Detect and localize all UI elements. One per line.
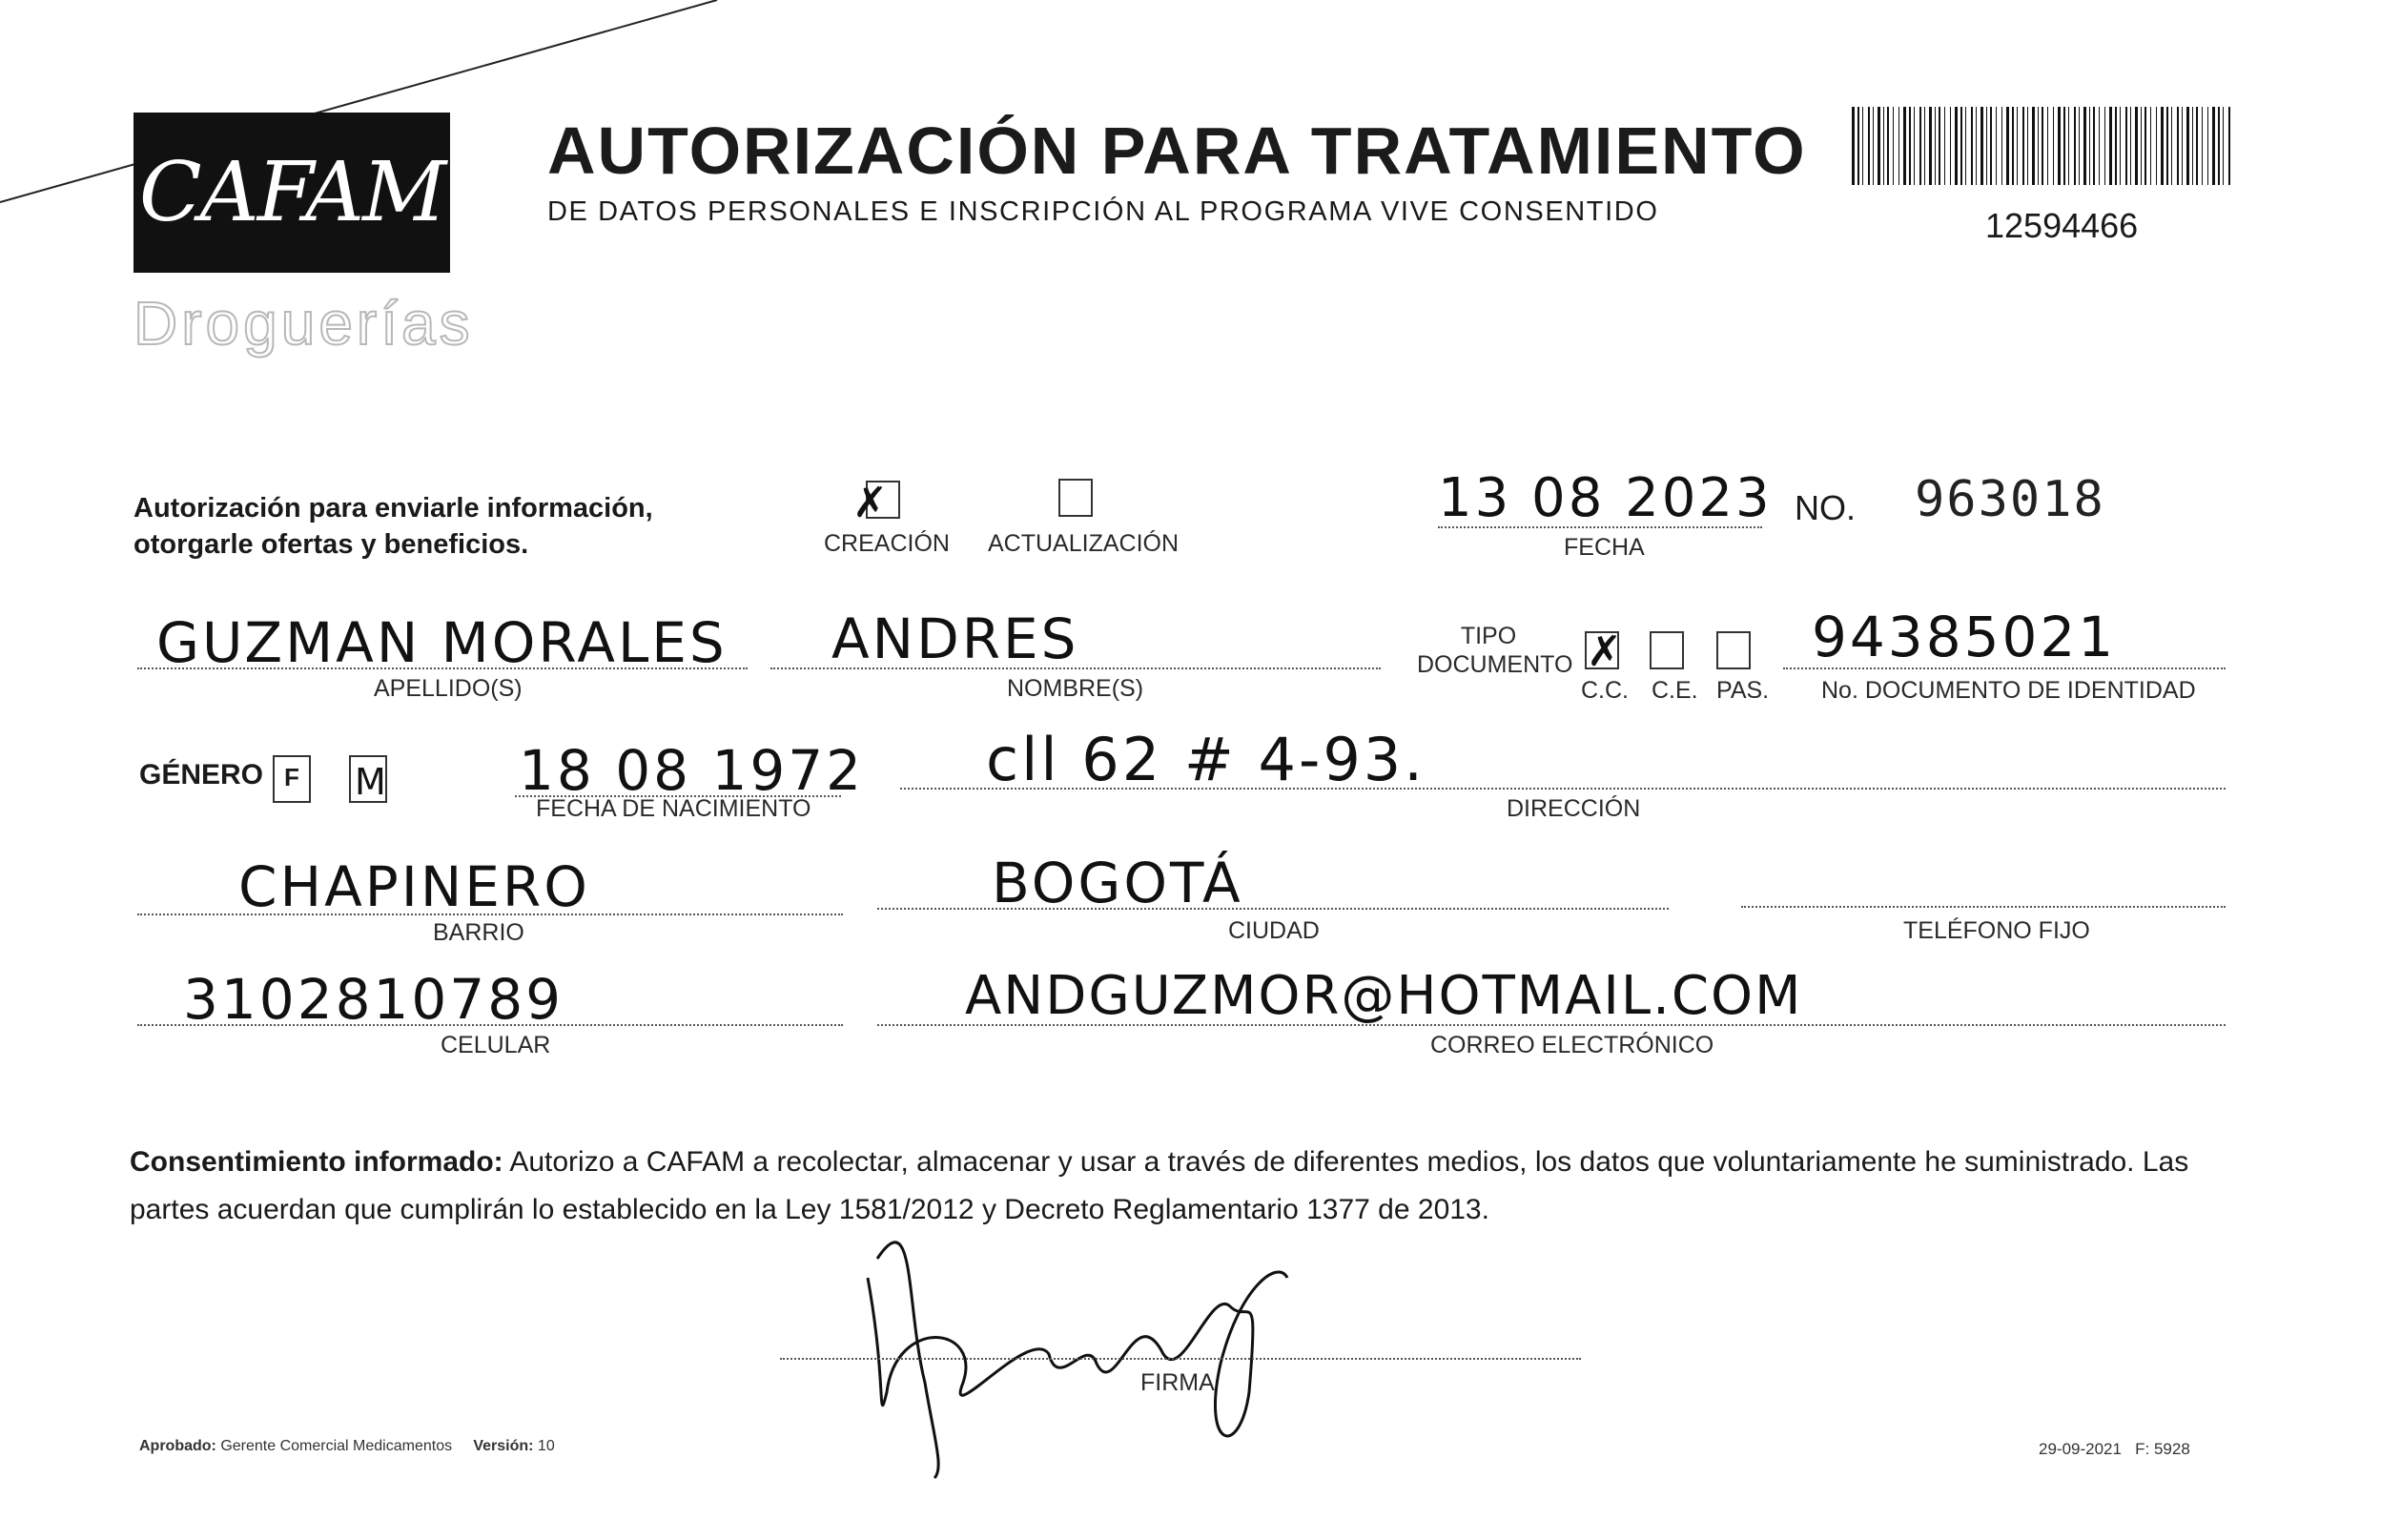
barcode-bar xyxy=(1960,107,1962,185)
telefono-line[interactable] xyxy=(1741,906,2226,908)
documento-label: No. DOCUMENTO DE IDENTIDAD xyxy=(1821,677,2196,704)
barcode-bar xyxy=(2207,107,2208,185)
documento-value: 94385021 xyxy=(1812,605,2117,669)
genero-m-mark: M xyxy=(355,761,386,803)
barcode-bar xyxy=(1893,107,1894,185)
barcode-bar xyxy=(2058,107,2061,185)
creacion-label: CREACIÓN xyxy=(824,530,950,557)
actualizacion-label: ACTUALIZACIÓN xyxy=(988,530,1180,557)
celular-value: 3102810789 xyxy=(183,967,564,1032)
apellidos-value: GUZMAN MORALES xyxy=(156,610,728,675)
barcode-bar xyxy=(2038,107,2039,185)
direccion-line xyxy=(900,788,2226,790)
barcode-bar xyxy=(1944,107,1945,185)
barcode-bar xyxy=(2141,107,2142,185)
barcode-bar xyxy=(1883,107,1884,185)
authorization-text: Autorización para enviarle información, otorgarle ofertas y beneficios. xyxy=(133,493,653,560)
footer-approval xyxy=(139,1438,555,1455)
celular-label: CELULAR xyxy=(441,1032,551,1058)
barcode-bar xyxy=(2093,107,2095,185)
correo-value: ANDGUZMOR@HOTMAIL.COM xyxy=(965,965,1803,1027)
ciudad-value: BOGOTÁ xyxy=(992,851,1243,915)
document-title: AUTORIZACIÓN PARA TRATAMIENTO xyxy=(547,113,1807,188)
barcode-bar xyxy=(2196,107,2198,185)
barcode-number: 12594466 xyxy=(1985,206,2139,245)
barcode-bar xyxy=(1852,107,1855,185)
correo-label: CORREO ELECTRÓNICO xyxy=(1430,1032,1714,1058)
barcode-bar xyxy=(2099,107,2100,185)
barcode-bar xyxy=(1950,107,1951,185)
document-subtitle: DE DATOS PERSONALES E INSCRIPCIÓN AL PROGRAMA VIVE CONSENTIDO xyxy=(547,196,1659,227)
barcode-bar xyxy=(2166,107,2168,185)
barcode-bar xyxy=(1873,107,1874,185)
barcode-bar xyxy=(2074,107,2076,185)
barcode-bar xyxy=(2218,107,2220,185)
barcode-bar xyxy=(2012,107,2014,185)
consent-heading: Consentimiento informado: xyxy=(130,1146,503,1178)
barcode-bar xyxy=(2079,107,2080,185)
nacimiento-label: FECHA DE NACIMIENTO xyxy=(536,795,811,822)
barcode-bar xyxy=(1857,107,1859,185)
signature xyxy=(839,1144,1373,1488)
barcode-bar xyxy=(2223,107,2224,185)
barcode-bar xyxy=(1924,107,1925,185)
barcode-bar xyxy=(2228,107,2230,185)
cc-check-mark: ✗ xyxy=(1587,627,1622,676)
barcode-bar xyxy=(2115,107,2117,185)
barcode xyxy=(1852,107,2231,185)
cc-label: C.C. xyxy=(1581,677,1629,704)
barcode-bar xyxy=(2053,107,2054,185)
barcode-bar xyxy=(1914,107,1915,185)
barcode-bar xyxy=(2063,107,2065,185)
barcode-bar xyxy=(1955,107,1958,185)
fecha-line xyxy=(1438,526,1762,528)
genero-f-label: F xyxy=(284,763,299,791)
consent-text: Autorizo a CAFAM a recolectar, almacenar y usar a través de diferentes medios, los datos que voluntariamente he suministrado. Las partes acuerdan que cumplirán lo establecido en la Ley 1581/2012 y Decreto Reglamentario 1377 de 2013. xyxy=(130,1146,2189,1225)
barcode-bar xyxy=(1919,107,1921,185)
barcode-bar xyxy=(1996,107,1997,185)
barcode-bar xyxy=(1980,107,1983,185)
fecha-label: FECHA xyxy=(1564,534,1645,561)
no-label: NO. xyxy=(1795,488,1857,527)
barcode-bar xyxy=(1965,107,1966,185)
barcode-bar xyxy=(1935,107,1936,185)
pas-label: PAS. xyxy=(1716,677,1770,704)
barcode-bar xyxy=(1971,107,1973,185)
barcode-bar xyxy=(2182,107,2183,185)
no-value: 963018 xyxy=(1915,471,2105,528)
actualizacion-checkbox[interactable] xyxy=(1058,479,1093,517)
aprobado-label: Aprobado: xyxy=(139,1438,216,1454)
pas-checkbox[interactable] xyxy=(1716,631,1751,669)
barcode-bar xyxy=(2001,107,2002,185)
nombres-value: ANDRES xyxy=(831,606,1079,671)
barrio-label: BARRIO xyxy=(433,919,524,946)
nacimiento-value: 18 08 1972 xyxy=(519,738,865,803)
documento-line xyxy=(1783,667,2226,669)
ciudad-line xyxy=(877,908,1669,910)
barcode-bar xyxy=(1903,107,1906,185)
correo-line xyxy=(877,1024,2226,1026)
logo-subtitle: Droguerías xyxy=(133,289,474,358)
footer-date: 29-09-2021 xyxy=(2039,1440,2122,1458)
version-value: 10 xyxy=(537,1438,555,1454)
barcode-bar xyxy=(1909,107,1911,185)
direccion-value: cll 62 # 4-93. xyxy=(986,725,1426,794)
barcode-bar xyxy=(1862,107,1863,185)
barcode-bar xyxy=(2027,107,2028,185)
barrio-value: CHAPINERO xyxy=(238,854,590,919)
barrio-line xyxy=(137,914,843,915)
nombres-label: NOMBRE(S) xyxy=(1007,675,1144,702)
barcode-bar xyxy=(2068,107,2069,185)
firma-label: FIRMA xyxy=(1140,1369,1215,1396)
barcode-bar xyxy=(2186,107,2189,185)
ce-label: C.E. xyxy=(1652,677,1698,704)
barcode-bar xyxy=(2120,107,2121,185)
barcode-bar xyxy=(2161,107,2164,185)
genero-label: GÉNERO xyxy=(139,759,264,791)
nombres-line xyxy=(770,667,1381,669)
barcode-bar xyxy=(2212,107,2215,185)
barcode-bar xyxy=(1986,107,1987,185)
barcode-bar xyxy=(2150,107,2151,185)
firma-line[interactable] xyxy=(780,1358,1581,1360)
apellidos-label: APELLIDO(S) xyxy=(374,675,523,702)
barcode-bar xyxy=(2017,107,2018,185)
barcode-bar xyxy=(2042,107,2043,185)
ciudad-label: CIUDAD xyxy=(1228,917,1320,944)
logo-text: CAFAM xyxy=(138,145,445,240)
footer-date-code xyxy=(2039,1440,2190,1459)
barcode-bar xyxy=(2192,107,2193,185)
barcode-bar xyxy=(2083,107,2086,185)
tipo-documento-label: TIPO DOCUMENTO xyxy=(1417,623,1573,678)
barcode-bar xyxy=(2047,107,2048,185)
cafam-logo xyxy=(133,113,450,273)
aprobado-value: Gerente Comercial Medicamentos xyxy=(220,1438,453,1454)
footer-code: F: 5928 xyxy=(2135,1440,2190,1458)
barcode-bar xyxy=(1898,107,1899,185)
barcode-bar xyxy=(2125,107,2127,185)
barcode-bar xyxy=(2135,107,2138,185)
fecha-value: 13 08 2023 xyxy=(1438,467,1773,529)
barcode-bar xyxy=(1976,107,1977,185)
barcode-bar xyxy=(1868,107,1870,185)
barcode-bar xyxy=(2109,107,2112,185)
apellidos-line xyxy=(137,667,748,669)
barcode-bar xyxy=(2156,107,2157,185)
barcode-bar xyxy=(1887,107,1889,185)
barcode-bar xyxy=(1939,107,1940,185)
celular-line xyxy=(137,1024,843,1026)
barcode-bar xyxy=(2022,107,2024,185)
direccion-label: DIRECCIÓN xyxy=(1507,795,1641,822)
barcode-bar xyxy=(2202,107,2203,185)
barcode-bar xyxy=(2177,107,2179,185)
barcode-bar xyxy=(1878,107,1880,185)
ce-checkbox[interactable] xyxy=(1650,631,1684,669)
version-label: Versión: xyxy=(473,1438,534,1454)
barcode-bar xyxy=(2032,107,2035,185)
barcode-bar xyxy=(2089,107,2090,185)
creacion-check-mark: ✗ xyxy=(852,479,888,527)
barcode-bar xyxy=(1990,107,1992,185)
telefono-label: TELÉFONO FIJO xyxy=(1903,917,2090,944)
barcode-bar xyxy=(1929,107,1932,185)
barcode-bar xyxy=(2144,107,2146,185)
barcode-bar xyxy=(2104,107,2105,185)
barcode-bar xyxy=(2171,107,2172,185)
barcode-bar xyxy=(2006,107,2009,185)
barcode-bar xyxy=(2130,107,2131,185)
